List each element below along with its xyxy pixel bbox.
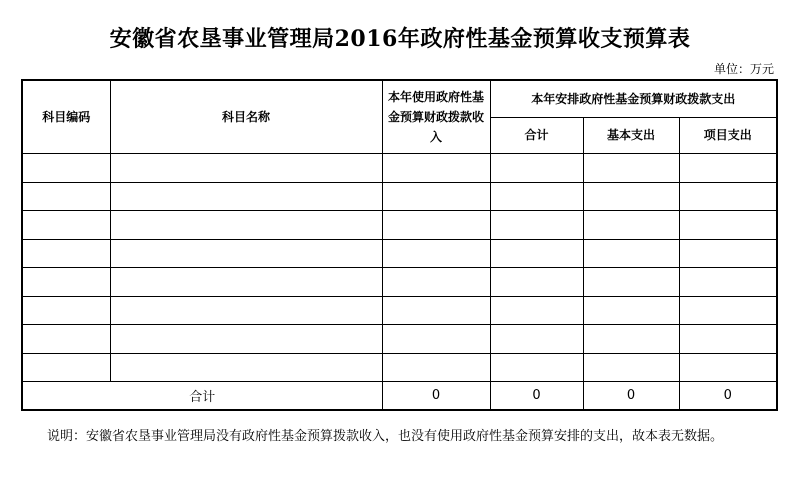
table-row [22, 325, 777, 354]
header-code: 科目编码 [22, 80, 110, 154]
header-project: 项目支出 [679, 118, 777, 154]
table-row [22, 353, 777, 382]
table-row [22, 296, 777, 325]
table-row [22, 211, 777, 240]
table-cell [382, 239, 490, 268]
table-cell [583, 211, 679, 240]
header-income: 本年使用政府性基金预算财政拨款收入 [382, 80, 490, 154]
table-cell [382, 182, 490, 211]
table-row [22, 239, 777, 268]
table-cell [583, 182, 679, 211]
table-cell [583, 239, 679, 268]
table-cell [679, 296, 777, 325]
table-cell [490, 325, 583, 354]
table-cell [490, 296, 583, 325]
table-cell [583, 268, 679, 297]
table-cell [490, 239, 583, 268]
total-basic-value: 0 [583, 382, 679, 411]
table-cell [679, 182, 777, 211]
table-cell [679, 325, 777, 354]
table-cell [110, 325, 382, 354]
table-cell [22, 154, 110, 183]
table-cell [490, 268, 583, 297]
header-basic: 基本支出 [583, 118, 679, 154]
table-cell [110, 239, 382, 268]
table-cell [679, 154, 777, 183]
table-cell [490, 154, 583, 183]
table-cell [382, 296, 490, 325]
total-row [22, 382, 777, 411]
table-cell [22, 182, 110, 211]
table-cell [22, 211, 110, 240]
total-project-value: 0 [679, 382, 777, 411]
total-income-value: 0 [382, 382, 490, 411]
table-cell [22, 296, 110, 325]
table-cell [679, 211, 777, 240]
table-cell [110, 182, 382, 211]
table-cell [382, 268, 490, 297]
total-expense-value: 0 [490, 382, 583, 411]
page-title: 安徽省农垦事业管理局2016年政府性基金预算收支预算表 [109, 26, 691, 52]
table-cell [382, 154, 490, 183]
table-cell [490, 211, 583, 240]
table-cell [583, 353, 679, 382]
table-header-row [22, 80, 777, 118]
table-row [22, 182, 777, 211]
table-cell [22, 325, 110, 354]
table-cell [22, 268, 110, 297]
table-cell [679, 239, 777, 268]
total-label: 合计 [22, 382, 382, 411]
header-name: 科目名称 [110, 80, 382, 154]
table-cell [490, 353, 583, 382]
table-cell [583, 296, 679, 325]
table-cell [679, 353, 777, 382]
table-cell [110, 154, 382, 183]
footnote-text: 说明：安徽省农垦事业管理局没有政府性基金预算拨款收入，也没有使用政府性基金预算安排的支出，故本表无数据。 [47, 429, 724, 444]
budget-table [21, 79, 778, 411]
table-cell [382, 211, 490, 240]
unit-label: 单位：万元 [713, 62, 774, 76]
header-total: 合计 [490, 118, 583, 154]
footnote [21, 425, 781, 448]
table-cell [382, 353, 490, 382]
table-cell [110, 268, 382, 297]
table-cell [583, 154, 679, 183]
table-row [22, 268, 777, 297]
table-cell [22, 239, 110, 268]
table-cell [382, 325, 490, 354]
table-cell [22, 353, 110, 382]
table-row [22, 154, 777, 183]
table-cell [583, 325, 679, 354]
table-cell [679, 268, 777, 297]
table-cell [110, 296, 382, 325]
table-cell [110, 211, 382, 240]
table-cell [110, 353, 382, 382]
table-cell [490, 182, 583, 211]
header-expense-group: 本年安排政府性基金预算财政拨款支出 [490, 80, 777, 118]
